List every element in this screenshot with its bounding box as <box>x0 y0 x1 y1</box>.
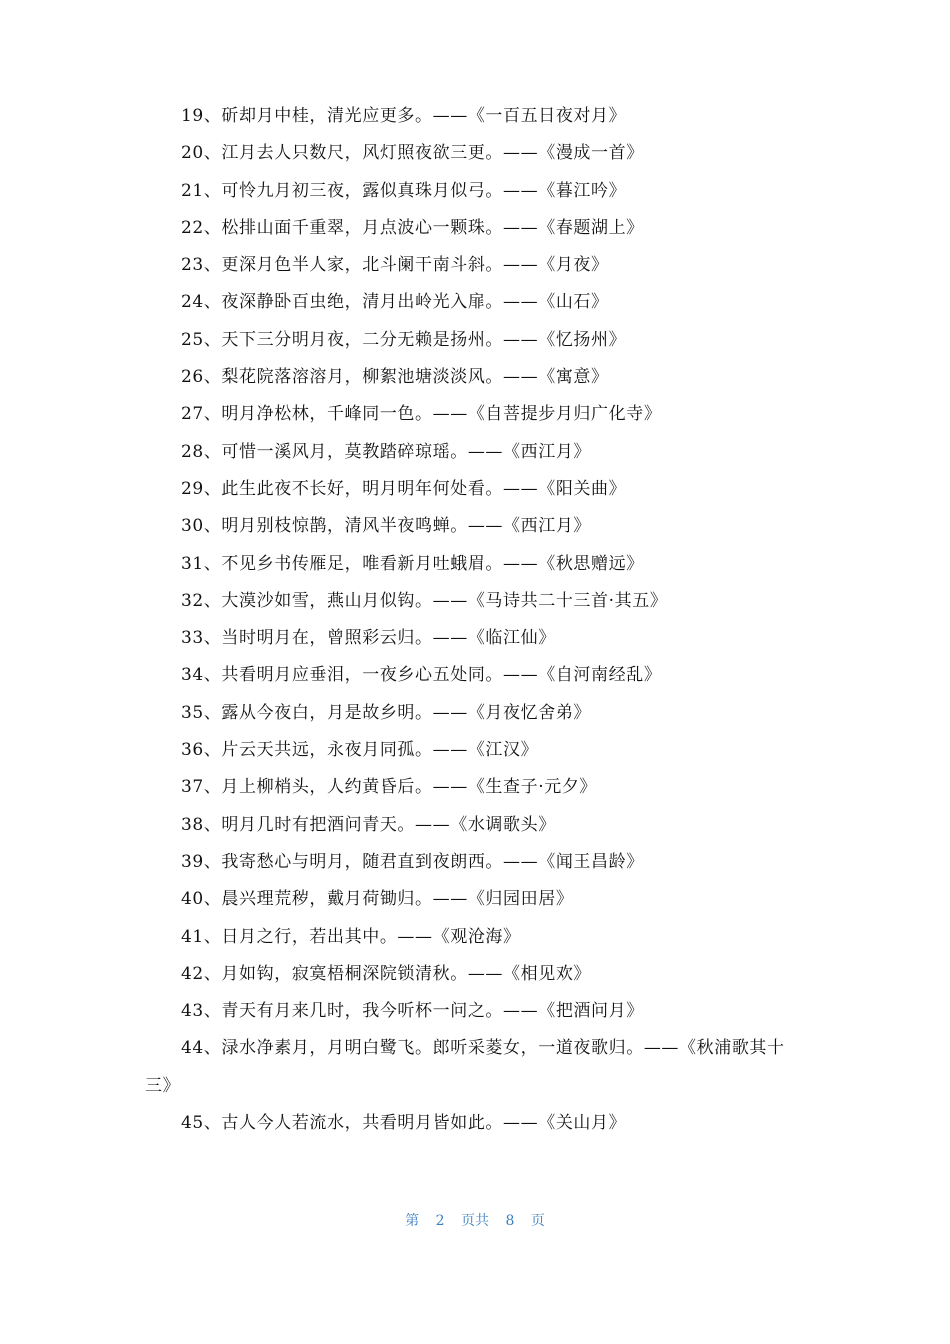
poem-line: 34、共看明月应垂泪，一夜乡心五处同。——《自河南经乱》 <box>181 665 662 686</box>
footer-middle: 页共 <box>461 1213 489 1229</box>
footer-prefix: 第 <box>405 1213 420 1229</box>
poem-line: 30、明月别枝惊鹊，清风半夜鸣蝉。——《西江月》 <box>181 516 592 537</box>
poem-line: 37、月上柳梢头，人约黄昏后。——《生查子·元夕》 <box>181 777 598 798</box>
footer-suffix: 页 <box>530 1213 545 1229</box>
page-footer <box>0 1210 950 1230</box>
poem-line: 41、日月之行，若出其中。——《观沧海》 <box>181 926 521 947</box>
poem-line: 29、此生此夜不长好，明月明年何处看。——《阳关曲》 <box>181 478 627 499</box>
poem-line-list <box>145 98 805 1142</box>
poem-line: 22、松排山面千重翠，月点波心一颗珠。——《春题湖上》 <box>181 217 644 238</box>
footer-total-pages: 8 <box>505 1213 515 1229</box>
poem-line: 32、大漠沙如雪，燕山月似钩。——《马诗共二十三首·其五》 <box>181 590 668 611</box>
poem-line: 27、明月净松林，千峰同一色。——《自菩提步月归广化寺》 <box>181 404 662 425</box>
poem-line: 39、我寄愁心与明月，随君直到夜朗西。——《闻王昌龄》 <box>181 851 644 872</box>
poem-line: 35、露从今夜白，月是故乡明。——《月夜忆舍弟》 <box>181 702 592 723</box>
poem-line: 20、江月去人只数尺，风灯照夜欲三更。——《漫成一首》 <box>181 143 644 164</box>
poem-line: 28、可惜一溪风月，莫教踏碎琼瑶。——《西江月》 <box>181 441 592 462</box>
poem-line: 36、片云天共远，永夜月同孤。——《江汉》 <box>181 740 539 761</box>
poem-line: 38、明月几时有把酒问青天。——《水调歌头》 <box>181 814 556 835</box>
poem-line: 31、不见乡书传雁足，唯看新月吐蛾眉。——《秋思赠远》 <box>181 553 644 574</box>
poem-line: 21、可怜九月初三夜，露似真珠月似弓。——《暮江吟》 <box>181 180 627 201</box>
poem-line: 33、当时明月在，曾照彩云归。——《临江仙》 <box>181 628 556 649</box>
poem-line: 19、斫却月中桂，清光应更多。——《一百五日夜对月》 <box>181 106 627 126</box>
poem-line: 24、夜深静卧百虫绝，清月出岭光入扉。——《山石》 <box>181 292 609 313</box>
poem-line: 43、青天有月来几时，我今听杯一问之。——《把酒问月》 <box>181 1001 644 1022</box>
footer-page-number: 2 <box>435 1213 445 1229</box>
poem-line: 45、古人今人若流水，共看明月皆如此。——《关山月》 <box>181 1113 627 1134</box>
poem-line: 44、渌水净素月，月明白鹭飞。郎听采菱女，一道夜歌归。——《秋浦歌其十三》 <box>145 1038 785 1096</box>
poem-line: 25、天下三分明月夜，二分无赖是扬州。——《忆扬州》 <box>181 329 627 350</box>
poem-line: 40、晨兴理荒秽，戴月荷锄归。——《归园田居》 <box>181 889 574 910</box>
poem-line: 23、更深月色半人家，北斗阑干南斗斜。——《月夜》 <box>181 255 609 276</box>
poem-line: 26、梨花院落溶溶月，柳絮池塘淡淡风。——《寓意》 <box>181 367 609 388</box>
poem-line: 42、月如钩，寂寞梧桐深院锁清秋。——《相见欢》 <box>181 963 592 984</box>
